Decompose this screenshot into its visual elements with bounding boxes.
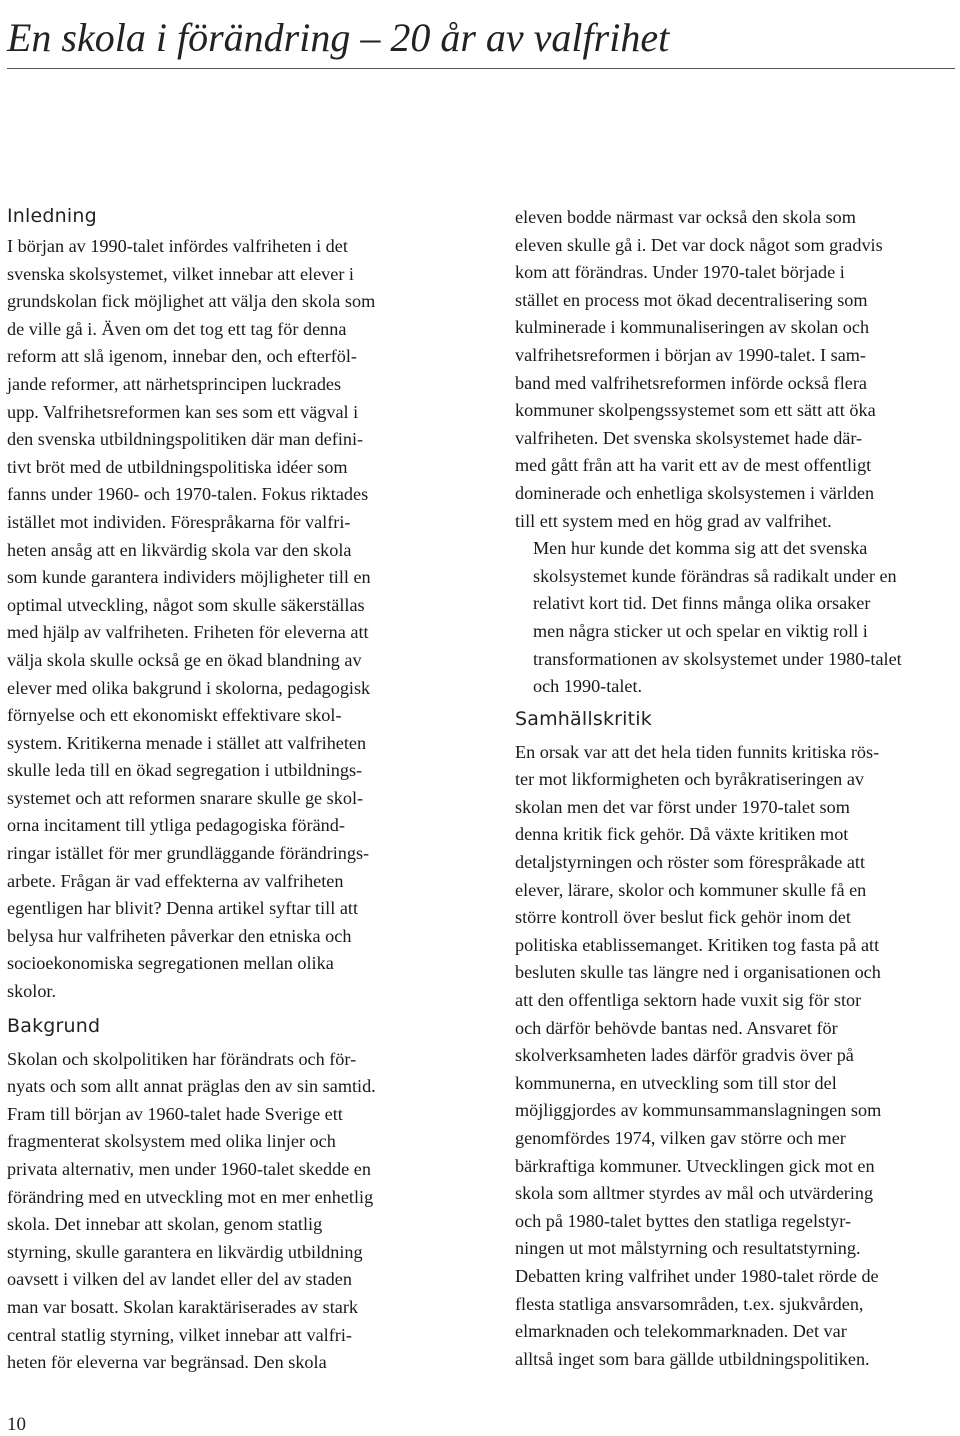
paragraph-continuation xyxy=(515,204,957,535)
text-line: eleven bodde närmast var också den skola som xyxy=(515,207,856,227)
section-heading-bakgrund: Bakgrund xyxy=(7,1014,101,1037)
text-line: skola som alltmer styrdes av mål och utvärdering xyxy=(515,1183,874,1204)
text-line: arbete. Frågan är vad effekterna av valfriheten xyxy=(7,870,344,891)
text-line: istället mot individen. Förespråkarna för valfri- xyxy=(7,511,351,532)
text-line: skolan men det var först under 1970-talet som xyxy=(515,796,850,817)
text-line: kom att förändras. Under 1970-talet började i xyxy=(515,262,845,283)
text-line: genomfördes 1974, vilken gav större och mer xyxy=(515,1128,846,1148)
text-line: välja skola skulle också ge en ökad blandning av xyxy=(7,649,362,670)
text-line: flesta statliga ansvarsområden, t.ex. sjukvården, xyxy=(515,1293,864,1314)
text-line: reform att slå igenom, innebar den, och efterföl- xyxy=(7,346,357,367)
text-line: optimal utveckling, något som skulle säkerställas xyxy=(7,594,365,615)
text-line: och på 1980-talet byttes den statliga regelstyr- xyxy=(515,1210,851,1231)
text-line: bärkraftiga kommuner. Utvecklingen gick mot en xyxy=(515,1155,875,1176)
text-line: ningen ut mot målstyrning och resultatstyrning. xyxy=(515,1238,861,1259)
text-line: nyats och som allt annat präglas den av sin samtid. xyxy=(7,1076,376,1097)
text-line: heten för eleverna var begränsad. Den skola xyxy=(7,1352,327,1373)
text-line: som kunde garantera individers möjligheter till en xyxy=(7,567,371,588)
text-line: styrning, skulle garantera en likvärdig utbildning xyxy=(7,1241,363,1262)
text-line: skolverksamheten lades därför gradvis över på xyxy=(515,1045,854,1066)
text-line: valfrihetsreformen i början av 1990-talet. I sam- xyxy=(515,344,866,365)
text-line: att den offentliga sektorn hade vuxit sig för stor xyxy=(515,990,862,1011)
text-line: elmarknaden och telekommarknaden. Det var xyxy=(515,1321,847,1342)
text-line: kulminerade i kommunaliseringen av skolan och xyxy=(515,317,870,338)
text-line: förändring med en utveckling mot en mer enhetlig xyxy=(7,1186,374,1207)
title-divider xyxy=(7,68,955,69)
paragraph-orsaker xyxy=(515,535,957,701)
paragraph-samhallskritik xyxy=(515,739,957,1374)
text-line: skola. Det innebar att skolan, genom statlig xyxy=(7,1214,323,1235)
text-line: skolsystemet kunde förändras så radikalt under en xyxy=(533,565,897,586)
text-line: eleven skulle gå i. Det var dock något som gradvis xyxy=(515,234,883,255)
paragraph-bakgrund xyxy=(7,1046,447,1377)
text-line: belysa hur valfriheten påverkar den etniska och xyxy=(7,925,352,946)
paragraph-inledning xyxy=(7,233,447,1006)
text-line: privata alternativ, men under 1960-talet skedde en xyxy=(7,1159,371,1179)
text-line: relativt kort tid. Det finns många olika orsaker xyxy=(533,593,871,614)
right-column xyxy=(515,204,957,1373)
text-line: central statlig styrning, vilket innebar att valfri- xyxy=(7,1324,352,1345)
text-line: besluten skulle tas längre ned i organisationen och xyxy=(515,962,881,983)
text-line: kommunerna, en utveckling som till stor del xyxy=(515,1072,837,1093)
text-line: skolor. xyxy=(7,981,57,1002)
text-line: men några sticker ut och spelar en viktig roll i xyxy=(533,620,868,641)
text-line: dominerade och enhetliga skolsystemen i världen xyxy=(515,482,875,503)
text-line: fragmenterat skolsystem med olika linjer och xyxy=(7,1131,336,1152)
text-line: grundskolan fick möjlighet att välja den skola som xyxy=(7,291,376,312)
left-column xyxy=(7,204,447,1377)
text-line: socioekonomiska segregationen mellan olika xyxy=(7,953,334,974)
text-line: elever med olika bakgrund i skolorna, pedagogisk xyxy=(7,677,371,698)
text-line: ter mot likformigheten och byråkratiseringen av xyxy=(515,769,864,790)
text-line: skulle leda till en ökad segregation i utbildnings- xyxy=(7,760,363,781)
text-line: fanns under 1960- och 1970-talen. Fokus riktades xyxy=(7,484,369,505)
text-line: oavsett i vilken del av landet eller del av staden xyxy=(7,1269,352,1290)
text-line: egentligen har blivit? Denna artikel syftar till att xyxy=(7,898,358,919)
text-line: svenska skolsystemet, vilket innebar att elever i xyxy=(7,263,354,284)
text-line: stället en process mot ökad decentralisering som xyxy=(515,289,868,310)
text-line: förnyelse och ett ekonomiskt effektivare skol- xyxy=(7,705,342,726)
text-line: och 1990-talet. xyxy=(533,676,643,697)
text-line: större kontroll över beslut fick gehör inom det xyxy=(515,907,851,928)
section-heading-samhallskritik: Samhällskritik xyxy=(515,707,652,730)
text-line: detaljstyrningen och röster som förespråkade att xyxy=(515,852,865,873)
text-line: Skolan och skolpolitiken har förändrats och för- xyxy=(7,1048,357,1069)
text-line: den svenska utbildningspolitiken där man defini- xyxy=(7,429,364,450)
text-line: de ville gå i. Även om det tog ett tag för denna xyxy=(7,318,347,339)
text-line: jande reformer, att närhetsprincipen luckrades xyxy=(7,373,342,394)
text-line: med gått från att ha varit ett av de mest offentligt xyxy=(515,455,872,476)
text-line: kommuner skolpengssystemet som ett sätt att öka xyxy=(515,400,876,421)
text-line: man var bosatt. Skolan karaktäriserades av stark xyxy=(7,1296,358,1317)
text-line: transformationen av skolsystemet under 1980-talet xyxy=(533,648,902,669)
text-line: En orsak var att det hela tiden funnits kritiska rös- xyxy=(515,741,880,762)
text-line: elever, lärare, skolor och kommuner skulle få en xyxy=(515,879,867,900)
text-line: band med valfrihetsreformen införde också flera xyxy=(515,372,867,393)
text-line: med hjälp av valfriheten. Friheten för eleverna att xyxy=(7,622,369,643)
text-line: alltså inget som bara gällde utbildningspolitiken. xyxy=(515,1348,870,1369)
text-line: denna kritik fick gehör. Då växte kritiken mot xyxy=(515,824,849,845)
text-line: Men hur kunde det komma sig att det svenska xyxy=(533,538,868,559)
text-line: orna incitament till ytliga pedagogiska föränd- xyxy=(7,815,345,836)
text-line: tivt bröt med de utbildningspolitiska idéer som xyxy=(7,456,348,477)
page-number: 10 xyxy=(7,1414,26,1435)
section-heading-inledning: Inledning xyxy=(7,205,97,227)
text-line: ringar istället för mer grundläggande förändrings- xyxy=(7,843,370,864)
text-line: politiska etablissemanget. Kritiken tog fasta på att xyxy=(515,934,880,955)
text-line: system. Kritikerna menade i stället att valfriheten xyxy=(7,732,367,753)
text-line: möjliggjordes av kommunsammanslagningen som xyxy=(515,1100,882,1121)
text-line: upp. Valfrihetsreformen kan ses som ett vägval i xyxy=(7,401,359,422)
page-title: En skola i förändring – 20 år av valfrihet xyxy=(7,15,670,60)
text-line: systemet och att reformen snarare skulle ge skol- xyxy=(7,787,364,808)
text-line: Fram till början av 1960-talet hade Sverige ett xyxy=(7,1103,343,1124)
text-line: till ett system med en hög grad av valfrihet. xyxy=(515,510,832,531)
text-line: valfriheten. Det svenska skolsystemet hade där- xyxy=(515,427,863,448)
text-line: heten ansåg att en likvärdig skola var den skola xyxy=(7,539,352,560)
text-line: och därför behövde bantas ned. Ansvaret för xyxy=(515,1017,838,1038)
text-line: Debatten kring valfrihet under 1980-talet rörde de xyxy=(515,1265,879,1286)
text-line: I början av 1990-talet infördes valfriheten i det xyxy=(7,236,348,256)
